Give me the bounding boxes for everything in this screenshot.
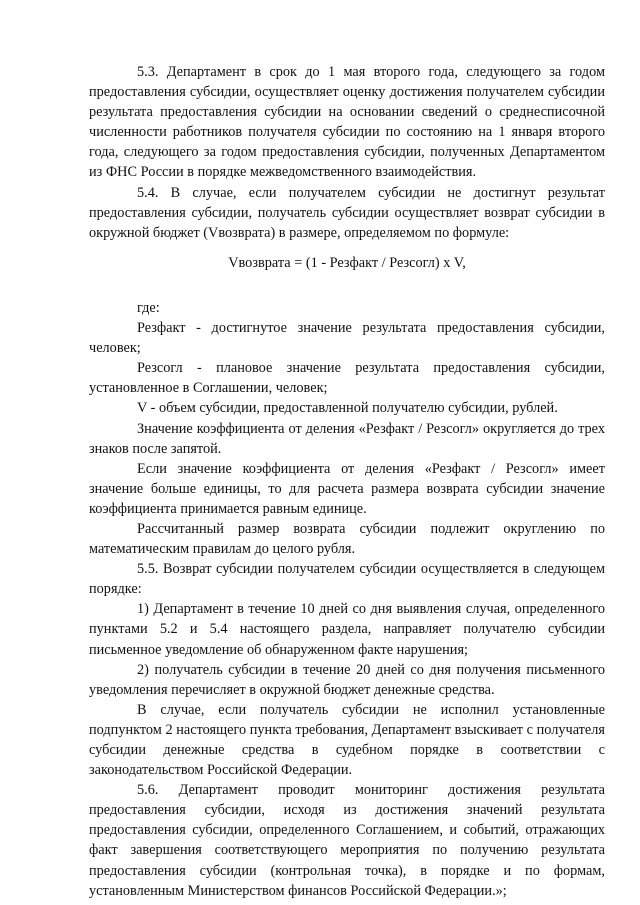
paragraph-rounding-amount: Рассчитанный размер возврата субсидии подлежит округлению по математическим правилам до целого рубля. [89, 520, 605, 558]
spacer [89, 285, 605, 298]
where-label: где: [137, 299, 160, 316]
definition-ressogl: Резсогл - плановое значение результата предоставления субсидии, установленное в Соглашении, человек; [89, 360, 605, 397]
definition-resfact: Резфакт - достигнутое значение результата предоставления субсидии, человек; [89, 320, 605, 357]
paragraph-rounding-coefficient: Значение коэффициента от деления «Резфакт / Резсогл» округляется до трех знаков после запятой. [89, 420, 605, 457]
document-page [89, 62, 605, 901]
paragraph-coefficient-greater-one: Если значение коэффициента от деления «Резфакт / Резсогл» имеет значение больше единицы, то для расчета размера возврата субсидии значение коэффициента принимается равным единице. [89, 460, 605, 517]
return-formula: Vвозврата = (1 - Резфакт / Резсогл) x V, [228, 254, 466, 271]
paragraph-5-5-item-2: 2) получатель субсидии в течение 20 дней со дня получения письменного уведомления перечисляет в окружной бюджет денежные средства. [89, 661, 605, 698]
paragraph-5-5-item-1: 1) Департамент в течение 10 дней со дня выявления случая, определенного пунктами 5.2 и 5.4 настоящего раздела, направляет получателю субсидии письменное уведомление об обнаруженном факте нарушения; [89, 601, 605, 658]
paragraph-5-5: 5.5. Возврат субсидии получателем субсидии осуществляется в следующем порядке: [89, 561, 605, 598]
paragraph-court-recovery: В случае, если получатель субсидии не исполнил установленные подпунктом 2 настоящего пункта требования, Департамент взыскивает с получателя субсидии денежные средства в судебном порядке в соответствии с законодательством Российской Федерации. [89, 701, 605, 779]
paragraph-5-6: 5.6. Департамент проводит мониторинг достижения результата предоставления субсидии, исходя из достижения значений результата предоставления субсидии, определенного Соглашением, и событий, отражающих факт завершения соответствующего мероприятия по получению результата предоставления субсидии (контрольная точка), в порядке и по формам, установленным Министерством финансов Российской Федерации.»; [89, 782, 605, 899]
definition-v: V - объем субсидии, предоставленной получателю субсидии, рублей. [137, 400, 558, 417]
paragraph-5-3: 5.3. Департамент в срок до 1 мая второго года, следующего за годом предоставления субсидии, осуществляет оценку достижения получателем субсидии результата предоставления субсидии на основании сведений о среднесписочной численности работников получателя субсидии по состоянию на 1 января второго года, следующего за годом предоставления субсидии, полученных Департаментом из ФНС России в порядке межведомственного взаимодействия. [89, 64, 605, 181]
paragraph-5-4: 5.4. В случае, если получателем субсидии не достигнут результат предоставления субсидии, получатель субсидии осуществляет возврат субсидии в окружной бюджет (Vвозврата) в размере, определяемом по формуле: [89, 184, 605, 241]
